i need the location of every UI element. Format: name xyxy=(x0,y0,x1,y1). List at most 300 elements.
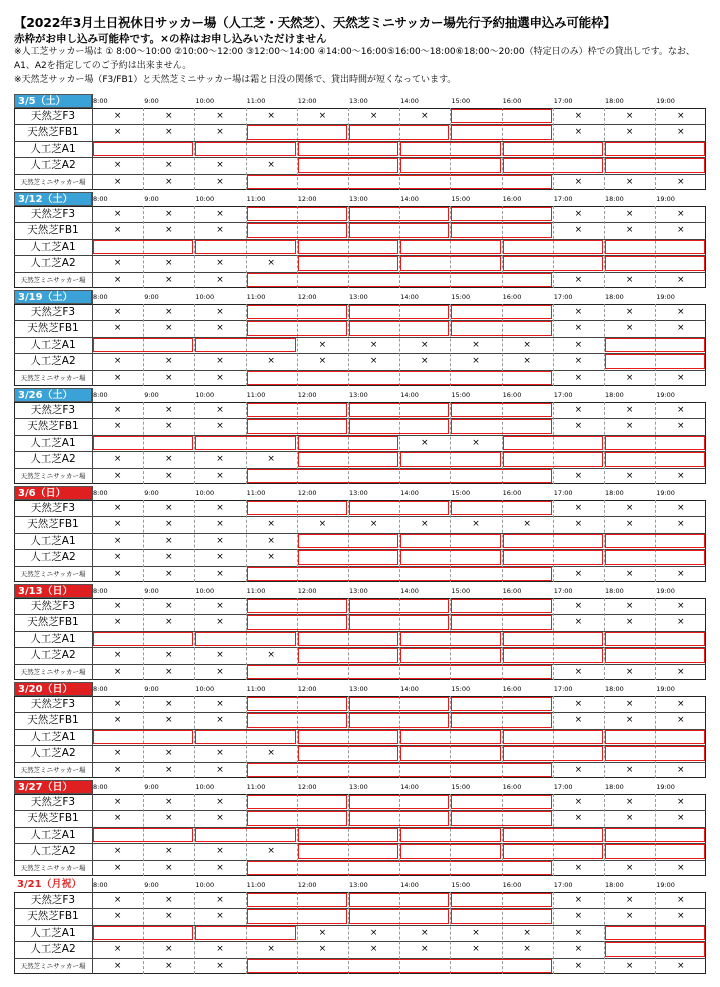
unavailable-mark: × xyxy=(113,568,122,579)
unavailable-mark: × xyxy=(677,911,685,922)
unavailable-mark: × xyxy=(677,617,685,628)
hour-label: 16:00 xyxy=(502,587,522,595)
unavailable-mark: × xyxy=(216,797,224,807)
unavailable-mark: × xyxy=(421,437,429,448)
hour-label: 10:00 xyxy=(195,881,215,889)
hour-label: 18:00 xyxy=(605,881,624,889)
unavailable-mark: × xyxy=(165,944,173,955)
unavailable-mark: × xyxy=(574,764,583,775)
available-slot-frame xyxy=(298,746,398,760)
frost-note: ※天然芝サッカー場（F3/FB1）と天然芝ミニサッカー場は霜と日没の関係で、貸出時間が短くなっています。 xyxy=(14,75,457,85)
unavailable-mark: × xyxy=(113,176,122,187)
available-slot-frame xyxy=(349,713,449,727)
available-slot-frame xyxy=(247,469,552,483)
hour-label: 13:00 xyxy=(349,391,368,399)
hour-label: 11:00 xyxy=(246,391,266,399)
unavailable-mark: × xyxy=(625,274,634,285)
available-slot-frame xyxy=(298,158,398,172)
available-slot-frame xyxy=(605,142,705,156)
hour-label: 17:00 xyxy=(553,587,573,595)
unavailable-mark: × xyxy=(574,568,583,579)
unavailable-mark: × xyxy=(472,519,480,530)
unavailable-mark: × xyxy=(165,405,173,415)
unavailable-mark: × xyxy=(625,307,634,317)
unavailable-mark: × xyxy=(165,601,173,611)
unavailable-mark: × xyxy=(216,503,224,513)
available-slot-frame xyxy=(247,321,347,335)
hour-label: 11:00 xyxy=(246,881,266,889)
available-slot-frame xyxy=(298,240,398,254)
available-slot-frame xyxy=(349,811,449,825)
unavailable-mark: × xyxy=(369,339,378,350)
facility-label: 人工芝A1 xyxy=(30,436,76,449)
available-slot-frame xyxy=(349,305,449,319)
unavailable-mark: × xyxy=(574,421,583,432)
unavailable-mark: × xyxy=(523,927,531,938)
day-header: 3/12（土） xyxy=(14,192,92,206)
unavailable-mark: × xyxy=(625,699,634,709)
facility-label: 人工芝A1 xyxy=(30,240,76,253)
unavailable-mark: × xyxy=(165,568,173,579)
available-slot-frame xyxy=(451,321,551,335)
unavailable-mark: × xyxy=(574,944,583,955)
unavailable-mark: × xyxy=(113,127,122,138)
unavailable-mark: × xyxy=(267,944,275,955)
hour-label: 13:00 xyxy=(349,489,368,497)
available-slot-frame xyxy=(605,338,705,352)
unavailable-mark: × xyxy=(677,764,685,775)
available-slot-frame xyxy=(93,828,193,842)
hour-label: 12:00 xyxy=(297,489,317,497)
available-slot-frame xyxy=(503,632,603,646)
available-slot-frame xyxy=(298,534,398,548)
facility-label: 天然芝FB1 xyxy=(27,812,79,825)
unavailable-mark: × xyxy=(165,813,173,824)
facility-label: 天然芝F3 xyxy=(30,502,76,514)
unavailable-mark: × xyxy=(677,568,685,579)
unavailable-mark: × xyxy=(113,748,122,759)
available-slot-frame xyxy=(247,713,347,727)
unavailable-mark: × xyxy=(625,813,634,824)
unavailable-mark: × xyxy=(369,519,378,530)
available-slot-frame xyxy=(400,648,500,662)
available-slot-frame xyxy=(247,909,347,923)
unavailable-mark: × xyxy=(113,356,122,367)
unavailable-mark: × xyxy=(216,258,224,269)
unavailable-mark: × xyxy=(165,356,173,367)
hour-label: 11:00 xyxy=(246,587,266,595)
available-slot-frame xyxy=(349,403,449,417)
unavailable-mark: × xyxy=(625,715,634,726)
unavailable-mark: × xyxy=(574,372,583,383)
unavailable-mark: × xyxy=(677,895,685,905)
hour-label: 9:00 xyxy=(144,489,159,497)
unavailable-mark: × xyxy=(267,535,275,546)
available-slot-frame xyxy=(195,730,295,744)
unavailable-mark: × xyxy=(216,535,224,546)
unavailable-mark: × xyxy=(216,127,224,138)
hour-label: 19:00 xyxy=(656,293,675,301)
unavailable-mark: × xyxy=(165,715,173,726)
unavailable-mark: × xyxy=(216,601,224,611)
unavailable-mark: × xyxy=(625,617,634,628)
unavailable-mark: × xyxy=(677,862,685,873)
available-slot-frame xyxy=(605,452,705,466)
unavailable-mark: × xyxy=(216,960,224,971)
unavailable-mark: × xyxy=(369,111,378,121)
available-slot-frame xyxy=(503,452,603,466)
unavailable-mark: × xyxy=(113,797,122,807)
hour-label: 12:00 xyxy=(297,685,317,693)
unavailable-mark: × xyxy=(113,470,122,481)
available-slot-frame xyxy=(93,142,193,156)
hour-label: 15:00 xyxy=(451,783,471,791)
available-slot-frame xyxy=(195,142,295,156)
unavailable-mark: × xyxy=(625,111,634,121)
unavailable-mark: × xyxy=(472,927,480,938)
available-slot-frame xyxy=(400,844,500,858)
unavailable-mark: × xyxy=(267,748,275,759)
unavailable-mark: × xyxy=(574,405,583,415)
hour-label: 15:00 xyxy=(451,195,471,203)
hour-label: 12:00 xyxy=(297,293,317,301)
unavailable-mark: × xyxy=(216,307,224,317)
unavailable-mark: × xyxy=(216,715,224,726)
unavailable-mark: × xyxy=(421,356,429,367)
unavailable-mark: × xyxy=(113,209,122,219)
unavailable-mark: × xyxy=(625,470,634,481)
unavailable-mark: × xyxy=(113,862,122,873)
hour-label: 12:00 xyxy=(297,881,317,889)
hour-label: 16:00 xyxy=(502,489,522,497)
available-slot-frame xyxy=(247,599,347,613)
unavailable-mark: × xyxy=(165,454,173,465)
unavailable-mark: × xyxy=(677,715,685,726)
unavailable-mark: × xyxy=(369,927,378,938)
hour-label: 9:00 xyxy=(144,97,159,105)
hour-label: 10:00 xyxy=(195,195,215,203)
unavailable-mark: × xyxy=(677,813,685,824)
available-slot-frame xyxy=(298,632,398,646)
hour-label: 10:00 xyxy=(195,587,215,595)
available-slot-frame xyxy=(247,419,347,433)
unavailable-mark: × xyxy=(625,176,634,187)
unavailable-mark: × xyxy=(113,111,122,121)
unavailable-mark: × xyxy=(625,764,634,775)
hour-label: 8:00 xyxy=(93,587,108,595)
unavailable-mark: × xyxy=(113,274,122,285)
hour-label: 8:00 xyxy=(93,489,108,497)
unavailable-mark: × xyxy=(267,650,275,661)
hour-label: 11:00 xyxy=(246,97,266,105)
available-slot-frame xyxy=(451,109,551,123)
unavailable-mark: × xyxy=(165,323,173,334)
unavailable-mark: × xyxy=(216,568,224,579)
available-slot-frame xyxy=(451,305,551,319)
unavailable-mark: × xyxy=(216,111,224,121)
unavailable-mark: × xyxy=(216,862,224,873)
unavailable-mark: × xyxy=(216,895,224,905)
unavailable-mark: × xyxy=(267,552,275,563)
unavailable-mark: × xyxy=(165,797,173,807)
facility-label: 人工芝A2 xyxy=(30,355,76,368)
unavailable-mark: × xyxy=(625,568,634,579)
hour-label: 18:00 xyxy=(605,391,624,399)
available-slot-frame xyxy=(247,305,347,319)
unavailable-mark: × xyxy=(318,111,327,121)
unavailable-mark: × xyxy=(165,911,173,922)
available-slot-frame xyxy=(349,795,449,809)
hour-label: 14:00 xyxy=(400,685,419,693)
available-slot-frame xyxy=(503,534,603,548)
unavailable-mark: × xyxy=(472,339,480,350)
day-header: 3/6（日） xyxy=(14,486,92,500)
unavailable-mark: × xyxy=(318,519,327,530)
unavailable-mark: × xyxy=(216,225,224,236)
facility-label: 天然芝ミニサッカー場 xyxy=(20,765,86,774)
unavailable-mark: × xyxy=(165,519,173,530)
unavailable-mark: × xyxy=(216,323,224,334)
available-slot-frame xyxy=(247,273,552,287)
unavailable-mark: × xyxy=(113,307,122,317)
unavailable-mark: × xyxy=(165,862,173,873)
unavailable-mark: × xyxy=(677,209,685,219)
facility-label: 天然芝F3 xyxy=(30,894,76,906)
unavailable-mark: × xyxy=(267,258,275,269)
unavailable-mark: × xyxy=(677,176,685,187)
available-slot-frame xyxy=(503,436,603,450)
available-slot-frame xyxy=(247,811,347,825)
unavailable-mark: × xyxy=(523,356,531,367)
unavailable-mark: × xyxy=(113,846,122,857)
unavailable-mark: × xyxy=(574,307,583,317)
available-slot-frame xyxy=(451,501,551,515)
unavailable-mark: × xyxy=(318,927,327,938)
unavailable-mark: × xyxy=(165,650,173,661)
unavailable-mark: × xyxy=(216,650,224,661)
available-slot-frame xyxy=(195,926,295,940)
unavailable-mark: × xyxy=(574,503,583,513)
hour-label: 13:00 xyxy=(349,587,368,595)
unavailable-mark: × xyxy=(165,617,173,628)
hour-label: 18:00 xyxy=(605,293,624,301)
unavailable-mark: × xyxy=(216,372,224,383)
hour-label: 17:00 xyxy=(553,97,573,105)
available-slot-frame xyxy=(605,240,705,254)
unavailable-mark: × xyxy=(523,519,531,530)
hour-label: 14:00 xyxy=(400,97,419,105)
available-slot-frame xyxy=(605,534,705,548)
facility-label: 天然芝ミニサッカー場 xyxy=(20,471,86,480)
unavailable-mark: × xyxy=(677,307,685,317)
available-slot-frame xyxy=(349,893,449,907)
available-slot-frame xyxy=(298,648,398,662)
available-slot-frame xyxy=(400,550,500,564)
unavailable-mark: × xyxy=(113,601,122,611)
unavailable-mark: × xyxy=(165,846,173,857)
available-slot-frame xyxy=(349,909,449,923)
hour-label: 16:00 xyxy=(502,783,522,791)
unavailable-mark: × xyxy=(216,813,224,824)
available-slot-frame xyxy=(451,615,551,629)
unavailable-mark: × xyxy=(113,405,122,415)
unavailable-mark: × xyxy=(677,601,685,611)
facility-label: 天然芝ミニサッカー場 xyxy=(20,373,86,382)
facility-label: 天然芝ミニサッカー場 xyxy=(20,569,86,578)
hour-label: 17:00 xyxy=(553,489,573,497)
facility-label: 天然芝ミニサッカー場 xyxy=(20,667,86,676)
facility-label: 人工芝A2 xyxy=(30,257,76,270)
unavailable-mark: × xyxy=(677,372,685,383)
available-slot-frame xyxy=(503,844,603,858)
unavailable-mark: × xyxy=(165,552,173,563)
available-slot-frame xyxy=(503,256,603,270)
facility-label: 人工芝A1 xyxy=(30,730,76,743)
hour-label: 12:00 xyxy=(297,195,317,203)
unavailable-mark: × xyxy=(113,535,122,546)
day-header: 3/13（日） xyxy=(14,584,92,598)
facility-label: 人工芝A2 xyxy=(30,747,76,760)
available-slot-frame xyxy=(451,125,551,139)
unavailable-mark: × xyxy=(216,666,224,677)
unavailable-mark: × xyxy=(574,176,583,187)
unavailable-mark: × xyxy=(216,274,224,285)
unavailable-mark: × xyxy=(625,601,634,611)
hour-label: 16:00 xyxy=(502,685,522,693)
available-slot-frame xyxy=(451,419,551,433)
unavailable-mark: × xyxy=(625,895,634,905)
available-slot-frame xyxy=(451,795,551,809)
unavailable-mark: × xyxy=(267,519,275,530)
available-slot-frame xyxy=(605,828,705,842)
available-slot-frame xyxy=(349,599,449,613)
hour-label: 15:00 xyxy=(451,391,471,399)
hour-label: 12:00 xyxy=(297,587,317,595)
unavailable-mark: × xyxy=(421,339,429,350)
hour-label: 17:00 xyxy=(553,195,573,203)
available-slot-frame xyxy=(451,223,551,237)
available-slot-frame xyxy=(349,697,449,711)
facility-label: 人工芝A2 xyxy=(30,453,76,466)
available-slot-frame xyxy=(400,632,500,646)
available-slot-frame xyxy=(349,223,449,237)
unavailable-mark: × xyxy=(677,960,685,971)
available-slot-frame xyxy=(400,452,500,466)
unavailable-mark: × xyxy=(113,372,122,383)
unavailable-mark: × xyxy=(574,225,583,236)
unavailable-mark: × xyxy=(625,372,634,383)
unavailable-mark: × xyxy=(625,519,634,530)
facility-label: 天然芝ミニサッカー場 xyxy=(20,961,86,970)
unavailable-mark: × xyxy=(165,111,173,121)
available-slot-frame xyxy=(400,730,500,744)
available-slot-frame xyxy=(247,763,552,777)
unavailable-mark: × xyxy=(625,911,634,922)
hour-label: 17:00 xyxy=(553,783,573,791)
facility-label: 天然芝FB1 xyxy=(27,616,79,629)
facility-label: 天然芝F3 xyxy=(30,600,76,612)
unavailable-mark: × xyxy=(574,895,583,905)
facility-label: 天然芝FB1 xyxy=(27,910,79,923)
hour-label: 17:00 xyxy=(553,391,573,399)
available-slot-frame xyxy=(503,648,603,662)
unavailable-mark: × xyxy=(165,470,173,481)
unavailable-mark: × xyxy=(574,862,583,873)
available-slot-frame xyxy=(247,371,552,385)
available-slot-frame xyxy=(349,615,449,629)
unavailable-mark: × xyxy=(625,225,634,236)
unavailable-mark: × xyxy=(165,748,173,759)
hour-label: 15:00 xyxy=(451,293,471,301)
unavailable-mark: × xyxy=(574,601,583,611)
unavailable-mark: × xyxy=(472,356,480,367)
day-header: 3/26（土） xyxy=(14,388,92,402)
unavailable-mark: × xyxy=(113,650,122,661)
available-slot-frame xyxy=(247,665,552,679)
hour-label: 9:00 xyxy=(144,685,159,693)
hour-label: 8:00 xyxy=(93,195,108,203)
hour-label: 19:00 xyxy=(656,685,675,693)
hour-label: 13:00 xyxy=(349,881,368,889)
available-slot-frame xyxy=(247,175,552,189)
hour-label: 14:00 xyxy=(400,587,419,595)
available-slot-frame xyxy=(605,354,705,368)
available-slot-frame xyxy=(503,730,603,744)
hour-label: 13:00 xyxy=(349,783,368,791)
available-slot-frame xyxy=(247,893,347,907)
unavailable-mark: × xyxy=(165,274,173,285)
unavailable-mark: × xyxy=(677,519,685,530)
available-slot-frame xyxy=(247,795,347,809)
unavailable-mark: × xyxy=(574,209,583,219)
slot-times-note: ※人工芝サッカー場は ① 8:00～10:00 ②10:00～12:00 ③12:00～14:00 ④14:00～16:00⑤16:00～18:00⑥18:00～20:00（特定日のみ）枠での貸出しです。なお、A1、A2を指定してのご予約は出来ません。 xyxy=(14,47,695,71)
unavailable-mark: × xyxy=(318,356,327,367)
available-slot-frame xyxy=(247,615,347,629)
hour-label: 15:00 xyxy=(451,685,471,693)
unavailable-mark: × xyxy=(267,356,275,367)
red-frame-note: 赤枠がお申し込み可能枠です。×の枠はお申し込みいただけません xyxy=(14,33,327,45)
available-slot-frame xyxy=(247,697,347,711)
available-slot-frame xyxy=(247,403,347,417)
hour-label: 15:00 xyxy=(451,489,471,497)
available-slot-frame xyxy=(503,240,603,254)
facility-label: 人工芝A2 xyxy=(30,551,76,564)
hour-label: 16:00 xyxy=(502,293,522,301)
available-slot-frame xyxy=(298,844,398,858)
available-slot-frame xyxy=(451,207,551,221)
unavailable-mark: × xyxy=(113,421,122,432)
facility-label: 人工芝A1 xyxy=(30,632,76,645)
hour-label: 17:00 xyxy=(553,881,573,889)
available-slot-frame xyxy=(93,730,193,744)
available-slot-frame xyxy=(247,567,552,581)
available-slot-frame xyxy=(400,142,500,156)
facility-label: 人工芝A2 xyxy=(30,649,76,662)
facility-label: 天然芝FB1 xyxy=(27,322,79,335)
unavailable-mark: × xyxy=(216,454,224,465)
unavailable-mark: × xyxy=(318,944,327,955)
available-slot-frame xyxy=(605,158,705,172)
facility-label: 天然芝F3 xyxy=(30,698,76,710)
unavailable-mark: × xyxy=(574,911,583,922)
unavailable-mark: × xyxy=(677,405,685,415)
unavailable-mark: × xyxy=(113,519,122,530)
available-slot-frame xyxy=(605,746,705,760)
hour-label: 9:00 xyxy=(144,195,159,203)
unavailable-mark: × xyxy=(165,421,173,432)
unavailable-mark: × xyxy=(625,666,634,677)
unavailable-mark: × xyxy=(677,797,685,807)
